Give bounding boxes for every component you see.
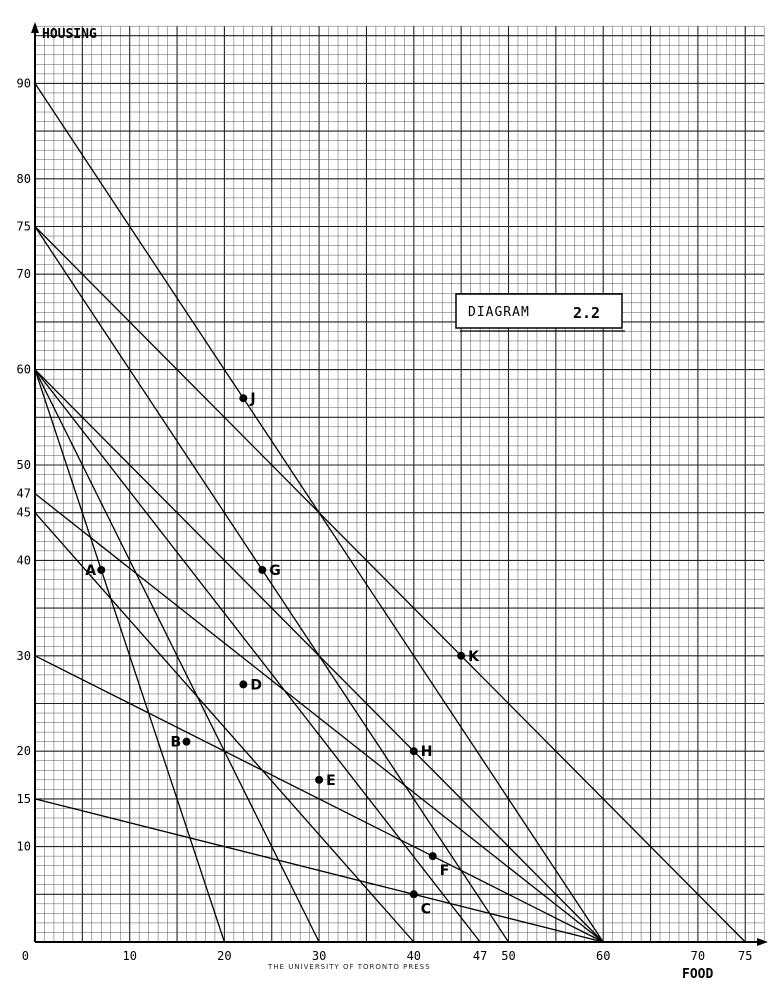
x-tick-label: 50	[501, 949, 516, 963]
point-label-a: A	[85, 562, 97, 579]
x-tick-label: 70	[690, 949, 706, 963]
bundle-point-d	[239, 680, 247, 688]
diagram-badge-label: DIAGRAM	[468, 305, 530, 320]
bundle-point-j	[239, 394, 247, 402]
bundle-point-b	[183, 738, 191, 746]
axis-ticks	[17, 76, 753, 963]
point-label-h: H	[420, 744, 433, 761]
bundle-point-h	[410, 747, 418, 755]
y-tick-label: 75	[16, 219, 31, 234]
diagram-badge-number: 2.2	[573, 304, 601, 322]
diagram-badge	[456, 294, 625, 331]
x-tick-label: 30	[311, 949, 327, 963]
x-axis-label: FOOD	[682, 967, 714, 982]
x-tick-label: 10	[122, 949, 137, 963]
y-tick-label: 60	[16, 362, 31, 377]
bundle-point-c	[410, 890, 418, 898]
y-tick-label: 90	[16, 76, 31, 91]
y-tick-label: 45	[16, 505, 31, 520]
y-tick-label: 15	[16, 791, 31, 806]
x-tick-label: 75	[738, 949, 753, 963]
x-tick-label: 47	[472, 949, 488, 963]
bundle-point-a	[97, 566, 105, 574]
point-label-k: K	[468, 648, 480, 665]
y-tick-label: 70	[16, 267, 31, 282]
y-tick-label: 30	[16, 648, 31, 663]
bundle-points	[85, 391, 480, 917]
point-label-f: F	[439, 863, 450, 880]
x-tick-label: 0	[21, 949, 29, 963]
y-tick-label: 20	[16, 744, 31, 759]
bundle-point-e	[315, 776, 323, 784]
point-label-j: J	[250, 391, 256, 408]
point-label-d: D	[250, 677, 262, 694]
publisher-credit: THE UNIVERSITY OF TORONTO PRESS	[268, 963, 431, 971]
x-tick-label: 60	[595, 949, 611, 963]
point-label-c: C	[420, 901, 432, 918]
y-tick-label: 50	[16, 458, 31, 472]
x-tick-label: 20	[217, 949, 232, 963]
bundle-point-k	[457, 652, 465, 660]
point-label-g: G	[269, 562, 281, 579]
bundle-point-g	[258, 566, 266, 574]
x-tick-label: 40	[406, 949, 422, 963]
y-tick-label: 40	[16, 553, 31, 568]
point-label-e: E	[326, 772, 336, 789]
graph-paper-grid	[35, 26, 764, 942]
y-axis-label: HOUSING	[42, 27, 97, 42]
y-tick-label: 47	[16, 486, 31, 501]
point-label-b: B	[170, 734, 182, 751]
y-tick-label: 10	[16, 839, 31, 854]
bundle-point-f	[429, 852, 437, 860]
x-axis-arrow	[757, 938, 768, 946]
y-axis-arrow	[31, 22, 39, 33]
y-tick-label: 80	[16, 171, 31, 186]
